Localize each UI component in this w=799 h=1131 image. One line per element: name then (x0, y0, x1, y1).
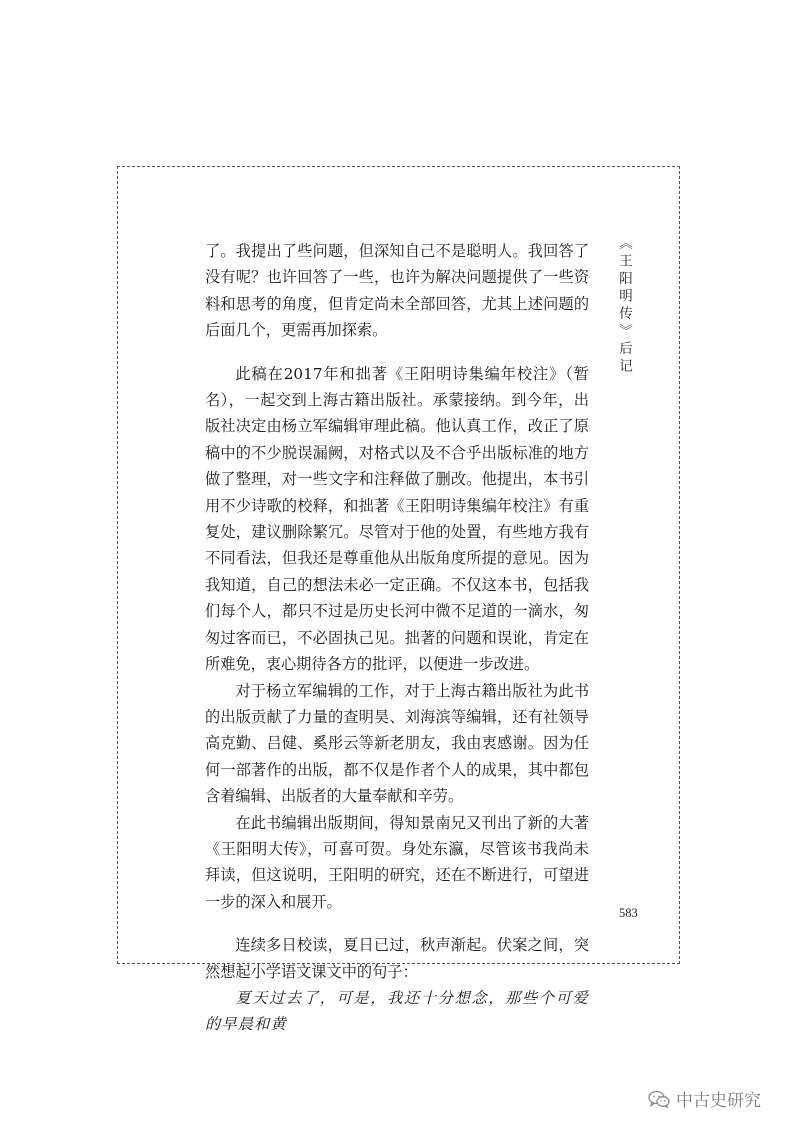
paragraph-continuation: 了。我提出了些问题，但深知自己不是聪明人。我回答了没有呢？也许回答了一些，也许为解决问题提供了一些资料和思考的角度，但肯定尚未全部回答，尤其上述问题的后面几个，更需再加探索。 (205, 242, 589, 340)
paragraph-new-book: 在此书编辑出版期间，得知景南兄又刊出了新的大著《王阳明大传》，可喜可贺。身处东瀛，尽管该书我尚未拜读，但这说明，王阳明的研究，还在不断进行，可望进一步的深入和展开。 (205, 813, 589, 911)
page-number: 583 (619, 906, 638, 920)
paragraph-thanks: 对于杨立军编辑的工作，对于上海古籍出版社为此书的出版贡献了力量的查明昊、刘海滨等编辑，还有社领导高克勤、吕健、奚彤云等新老朋友，我由衷感谢。因为任何一部著作的出版，都不仅是作者个人的成果，其中都包含着编辑、出版者的大量奉献和辛劳。 (205, 681, 589, 806)
paragraph-quote: 夏天过去了，可是，我还十分想念，那些个可爱的早晨和黄 (205, 988, 589, 1034)
paragraph-autumn: 连续多日校读，夏日已过，秋声渐起。伏案之间，突然想起小学语文课文中的句子： (205, 936, 589, 981)
running-head: 《王阳明传》后记 (616, 236, 632, 376)
watermark (648, 1086, 761, 1111)
watermark-text: 中古史研究 (676, 1091, 761, 1111)
paragraph-manuscript: 此稿在2017年和拙著《王阳明诗集编年校注》（暂名），一起交到上海古籍出版社。承蒙接纳。到今年，出版社决定由杨立军编辑审理此稿。他认真工作，改正了原稿中的不少脱误漏阙，对格式以及不合乎出版标准的地方做了整理，对一些文字和注释做了删改。他提出，本书引用不少诗歌的校释，和拙著《王阳明诗集编年校注》有重复处，建议删除繁冗。尽管对于他的处置，有些地方我有不同看法，但我还是尊重他从出版角度所提的意见。因为我知道，自己的想法未必一定正确。不仅这本书，包括我们每个人，都只不过是历史长河中微不足道的一滴水，匆匆过客而已，不必固执己见。拙著的问题和误讹，肯定在所难免，衷心期待各方的批评，以便进一步改进。 (205, 364, 589, 674)
wechat-icon (648, 1090, 670, 1108)
body-text (205, 238, 589, 1038)
